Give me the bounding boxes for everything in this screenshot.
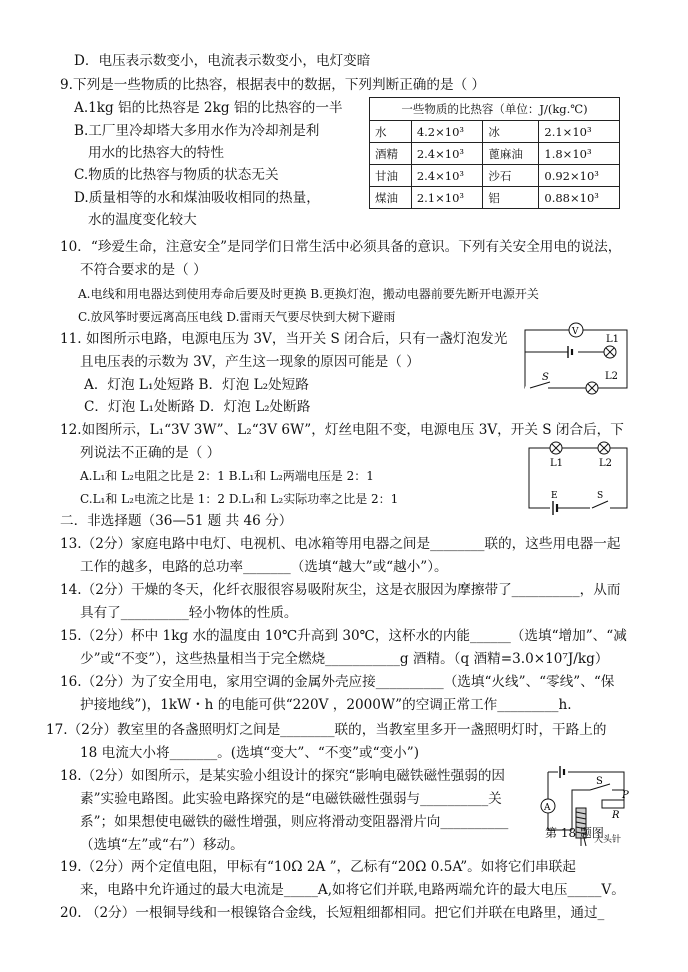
q12-options-cd: C.L₁和 L₂电流之比是 1：2 D.L₁和 L₂实际功率之比是 2：1 <box>80 492 399 506</box>
switch-label: S <box>597 491 604 501</box>
q19-stem: 19.（2分）两个定值电阻，甲标有“10Ω 2A ”，乙标有“20Ω 0.5A”。如将它们串联起 <box>60 859 576 875</box>
q9-stem: 9.下列是一些物质的比热容，根据表中的数据，下列判断正确的是（ ） <box>60 77 486 93</box>
lamp-l2-label: L2 <box>605 371 619 382</box>
q10-options-cd: C.放风筝时要远离高压电线 D.雷雨天气要尽快到大树下避雨 <box>78 310 396 324</box>
q10-stem-cont: 不符合要求的是（ ） <box>80 262 207 278</box>
q16-stem: 16.（2分）为了安全用电，家用空调的金属外壳应接__________（选填“火线”、“零线”、“保 <box>60 674 615 690</box>
q13-stem-cont: 工作的越多，电路的总功率_______（选填“越大”或“越小”）。 <box>80 559 448 575</box>
specific-heat-table <box>369 97 620 209</box>
q19-stem-cont: 来，电路中允许通过的最大电流是_____A,如将它们并联,电路两端允许的最大电压_____V。 <box>80 882 625 898</box>
q11-stem: 11. 如图所示电路，电源电压为 3V，当开关 S 闭合后，只有一盏灯泡发光 <box>60 331 508 347</box>
q14-stem: 14.（2分）干燥的冬天，化纤衣服很容易吸附灰尘，这是衣服因为摩擦带了__________，从而 <box>60 582 621 598</box>
rheostat-icon <box>602 800 624 808</box>
q12-circuit-diagram <box>524 438 634 512</box>
q11-options-cd: C．灯泡 L₁处断路 D．灯泡 L₂处断路 <box>84 399 311 415</box>
q12-stem-cont: 列说法不正确的是（ ） <box>80 445 221 461</box>
q16-stem-cont: 护接地线”)，1kW・h 的电能可供“220V ，2000W”的空调正常工作_________h. <box>80 697 572 713</box>
lamp-l1-label: L1 <box>550 458 564 469</box>
table-row: 煤油 2.1×10³ 铝 0.88×10³ <box>370 187 620 209</box>
rheostat-label: R <box>612 810 620 821</box>
lamp-l2-label: L2 <box>599 458 613 469</box>
q17-stem: 17.（2分）教室里的各盏照明灯之间是________联的，当教室里多开一盏照明灯时，干路上的 <box>46 722 607 738</box>
table-row: 甘油 2.4×10³ 沙石 0.92×10³ <box>370 165 620 187</box>
q12-stem: 12.如图所示，L₁“3V 3W”、L₂“3V 6W”，灯丝电阻不变，电源电压 3V，开关 S 闭合后，下 <box>60 422 624 438</box>
switch-label: S <box>596 776 603 787</box>
q12-options-ab: A.L₁和 L₂电阻之比是 2：1 B.L₁和 L₂两端电压是 2：1 <box>80 469 374 483</box>
q20-stem: 20. （2分）一根铜导线和一根镍铬合金线，长短粗细都相同。把它们并联在电路里，通过_ <box>60 905 605 921</box>
q9-option-d: D.质量相等的水和煤油吸收相同的热量， <box>74 190 320 206</box>
q14-stem-cont: 具有了__________轻小物体的性质。 <box>80 605 298 621</box>
pins-label: 大头针 <box>594 835 622 845</box>
q9-option-b: B.工厂里冷却塔大多用水作为冷却剂是利 <box>74 123 320 139</box>
q13-stem: 13.（2分）家庭电路中电灯、电视机、电冰箱等用电器之间是________联的，这些用电器一起 <box>60 536 621 552</box>
q18-stem-cont: 素”实验电路图。此实验电路探究的是“电磁铁磁性强弱与__________关 <box>80 791 502 807</box>
q18-stem-cont-3: （选填“左”或“右”）移动。 <box>80 837 244 853</box>
q11-circuit-diagram <box>520 316 632 392</box>
q15-stem: 15.（2分）杯中 1kg 水的温度由 10℃升高到 30℃，这杯水的内能______（选填“增加”、“减 <box>60 628 627 644</box>
ammeter-label: A <box>544 803 551 813</box>
q11-options-ab: A．灯泡 L₁处短路 B．灯泡 L₂处短路 <box>84 377 309 393</box>
q9-option-d-cont: 水的温度变化较大 <box>88 212 197 228</box>
slider-label: P <box>622 790 629 801</box>
table-row: 水 4.2×10³ 冰 2.1×10³ <box>370 121 620 143</box>
q17-stem-cont: 18 电流大小将_______。(选填“变大”、“不变”或“变小”) <box>80 745 419 761</box>
switch-label: S <box>542 372 549 383</box>
circuit-wire <box>529 448 627 508</box>
table-row: 酒精 2.4×10³ 蓖麻油 1.8×10³ <box>370 143 620 165</box>
q10-stem: 10．“珍爱生命，注意安全”是同学们日常生活中必须具备的意识。下列有关安全用电的说法， <box>60 239 622 255</box>
q11-stem-cont: 且电压表的示数为 3V，产生这一现象的原因可能是（ ） <box>80 354 420 370</box>
voltmeter-label: V <box>572 327 579 337</box>
q10-options-ab: A.电线和用电器达到使用寿命后要及时更换 B.更换灯泡，搬动电器前要先断开电源开关 <box>78 287 539 301</box>
table-caption: 一些物质的比热容（单位：J/(kg.℃) <box>370 98 620 121</box>
fig18-caption: 第 18 题图 <box>545 826 604 840</box>
lamp-l1-label: L1 <box>606 334 620 345</box>
q9-option-b-cont: 用水的比热容大的特性 <box>88 145 224 161</box>
q8-option-d: D．电压表示数变小，电流表示数变小，电灯变暗 <box>74 53 371 69</box>
q9-option-a: A.1kg 铝的比热容是 2kg 铝的比热容的一半 <box>74 100 343 116</box>
q9-option-c: C.物质的比热容与物质的状态无关 <box>74 167 279 183</box>
section-2-heading: 二．非选择题（36—51 题 共 46 分） <box>60 513 293 529</box>
q15-stem-cont: 少”或“不变”），这些热量相当于完全燃烧___________g 酒精。（q 酒精=3.0×10⁷J/kg） <box>80 651 609 667</box>
battery-label: E <box>551 491 558 501</box>
q18-stem-cont-2: 系”；如果想使电磁铁的磁性增强，则应将滑动变阻器滑片向__________ <box>80 814 509 830</box>
q18-stem: 18.（2分）如图所示，是某实验小组设计的探究“影响电磁铁磁性强弱的因 <box>60 768 506 784</box>
